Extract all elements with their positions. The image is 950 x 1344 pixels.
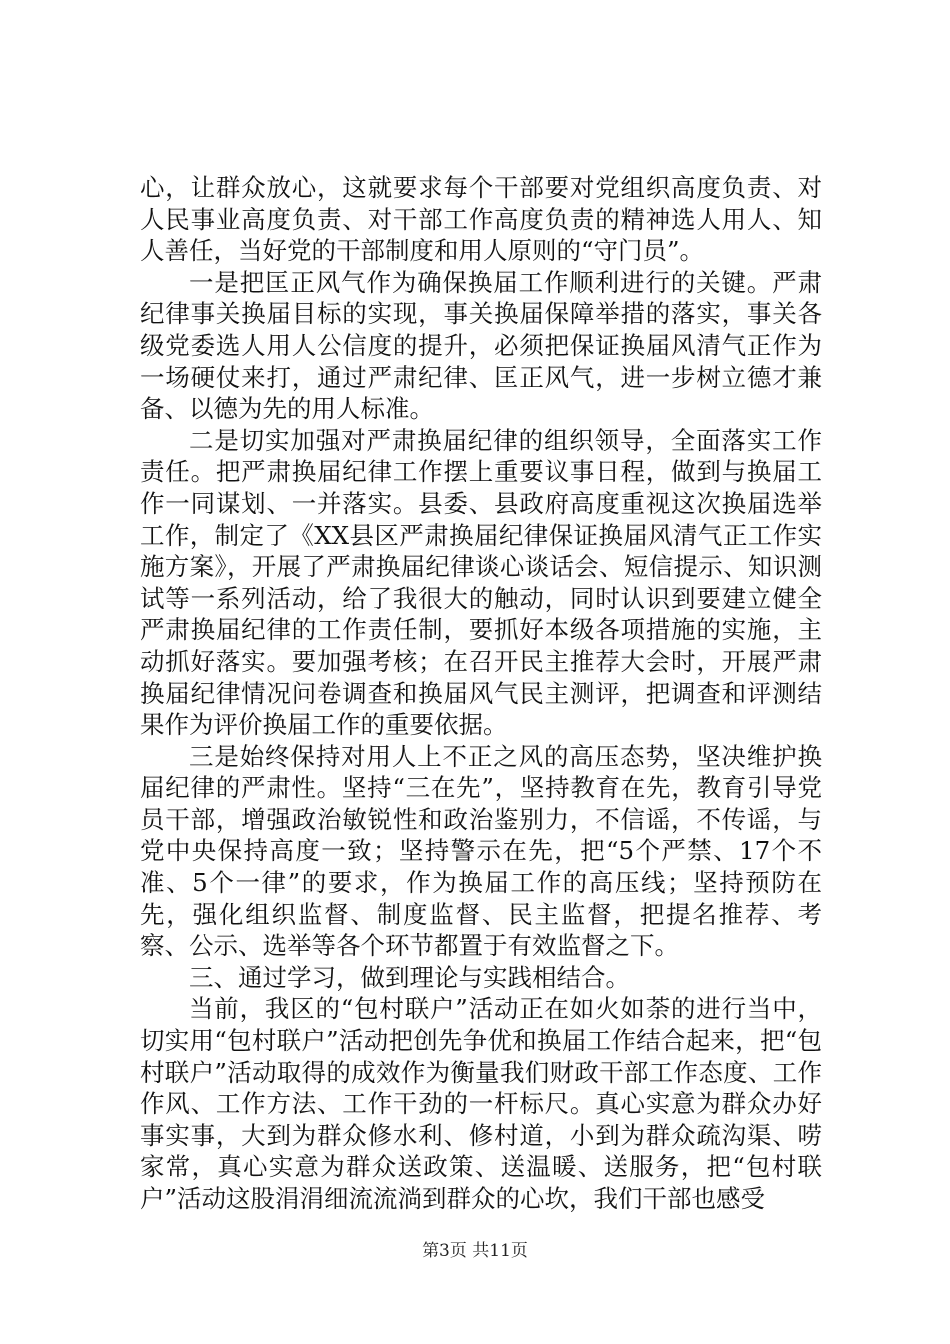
paragraph-continuation: 心，让群众放心，这就要求每个干部要对党组织高度负责、对人民事业高度负责、对干部工作高度负责的精神选人用人、知人善任，当好党的干部制度和用人原则的“守门员”。 xyxy=(140,173,822,266)
paragraph-point-two: 二是切实加强对严肃换届纪律的组织领导，全面落实工作责任。把严肃换届纪律工作摆上重要议事日程，做到与换届工作一同谋划、一并落实。县委、县政府高度重视这次换届选举工作，制定了《XX县区严肃换届纪律保证换届风清气正工作实施方案》，开展了严肃换届纪律谈心谈话会、短信提示、知识测试等一系列活动，给了我很大的触动，同时认识到要建立健全严肃换届纪律的工作责任制，要抓好本级各项措施的实施，主动抓好落实。要加强考核；在召开民主推荐大会时，开展严肃换届纪律情况问卷调查和换届风气民主测评，把调查和评测结果作为评价换届工作的重要依据。 xyxy=(140,425,822,740)
paragraph-current-activity: 当前，我区的“包村联户”活动正在如火如荼的进行当中，切实用“包村联户”活动把创先争优和换届工作结合起来，把“包村联户”活动取得的成效作为衡量我们财政干部工作态度、工作作风、工作方法、工作干劲的一杆标尺。真心实意为群众办好事实事，大到为群众修水利、修村道，小到为群众疏沟渠、唠家常，真心实意为群众送政策、送温暖、送服务，把“包村联户”活动这股涓涓细流流淌到群众的心坎，我们干部也感受 xyxy=(140,994,822,1213)
section-heading-three: 三、通过学习，做到理论与实践相结合。 xyxy=(189,962,630,992)
page-footer: 第3页 共11页 xyxy=(422,1241,528,1261)
paragraph-point-three: 三是始终保持对用人上不正之风的高压态势，坚决维护换届纪律的严肃性。坚持“三在先”，坚持教育在先，教育引导党员干部，增强政治敏锐性和政治鉴别力，不信谣，不传谣，与党中央保持高度一致；坚持警示在先，把“5个严禁、17个不准、5个一律”的要求，作为换届工作的高压线；坚持预防在先，强化组织监督、制度监督、民主监督，把提名推荐、考察、公示、选举等各个环节都置于有效监督之下。 xyxy=(140,741,822,961)
document-body xyxy=(140,172,822,1215)
paragraph-point-one: 一是把匡正风气作为确保换届工作顺利进行的关键。严肃纪律事关换届目标的实现，事关换届保障举措的落实，事关各级党委选人用人公信度的提升，必须把保证换届风清气正作为一场硬仗来打，通过严肃纪律、匡正风气，进一步树立德才兼备、以德为先的用人标准。 xyxy=(140,267,822,424)
